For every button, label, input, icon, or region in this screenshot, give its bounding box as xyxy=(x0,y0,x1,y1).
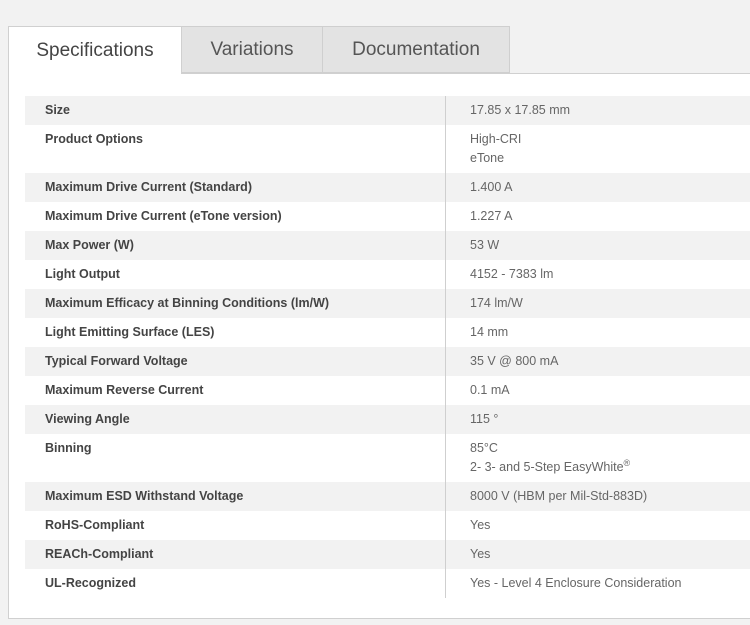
spec-value xyxy=(446,434,750,482)
spec-value-line xyxy=(470,457,750,475)
spec-value xyxy=(446,96,750,125)
spec-value-text: Yes - Level 4 Enclosure Consideration xyxy=(470,576,682,590)
spec-value xyxy=(446,540,750,569)
spec-label: Typical Forward Voltage xyxy=(45,354,188,368)
spec-value-text: 4152 - 7383 lm xyxy=(470,267,554,281)
spec-value-text: 2- 3- and 5-Step EasyWhite xyxy=(470,460,624,474)
spec-value-text: 53 W xyxy=(470,238,500,252)
spec-value xyxy=(446,173,750,202)
table-row xyxy=(25,405,750,434)
spec-value xyxy=(446,318,750,347)
spec-value xyxy=(446,482,750,511)
spec-value-line xyxy=(470,103,750,118)
spec-value-line xyxy=(470,132,750,147)
spec-value-text: Yes xyxy=(470,547,491,561)
spec-value-line xyxy=(470,489,750,504)
spec-value xyxy=(446,511,750,540)
spec-value xyxy=(446,202,750,231)
spec-value-text: 85°C xyxy=(470,441,498,455)
spec-value-text: High-CRI xyxy=(470,132,522,146)
tab-variations[interactable]: Variations xyxy=(182,26,323,73)
spec-value-text: 35 V @ 800 mA xyxy=(470,354,559,368)
spec-label: Size xyxy=(45,103,71,117)
spec-value xyxy=(446,376,750,405)
table-row xyxy=(25,347,750,376)
spec-value xyxy=(446,231,750,260)
spec-value-line xyxy=(470,383,750,398)
spec-value xyxy=(446,260,750,289)
table-row xyxy=(25,540,750,569)
spec-value-text: Yes xyxy=(470,518,491,532)
spec-label: Maximum ESD Withstand Voltage xyxy=(45,489,244,503)
spec-value-text: 115 ° xyxy=(470,412,499,426)
table-row xyxy=(25,96,750,125)
spec-value-line xyxy=(470,325,750,340)
spec-value-line xyxy=(470,412,750,427)
spec-label: Light Emitting Surface (LES) xyxy=(45,325,215,339)
table-row xyxy=(25,289,750,318)
spec-value-line xyxy=(470,576,750,591)
table-row xyxy=(25,125,750,173)
table-row xyxy=(25,260,750,289)
specifications-panel xyxy=(8,73,750,619)
spec-label: Maximum Reverse Current xyxy=(45,383,204,397)
spec-value xyxy=(446,347,750,376)
spec-value xyxy=(446,289,750,318)
tab-specifications[interactable]: Specifications xyxy=(8,26,182,74)
tab-documentation[interactable]: Documentation xyxy=(323,26,510,73)
spec-value-text: eTone xyxy=(470,151,505,165)
spec-value-line xyxy=(470,441,750,456)
spec-label: Max Power (W) xyxy=(45,238,134,252)
spec-value-line xyxy=(470,267,750,282)
tab-bar xyxy=(8,26,510,74)
table-row xyxy=(25,173,750,202)
spec-value-line xyxy=(470,180,750,195)
table-row xyxy=(25,202,750,231)
spec-value-line xyxy=(470,209,750,224)
spec-label: Binning xyxy=(45,441,92,455)
spec-label: Light Output xyxy=(45,267,120,281)
table-row xyxy=(25,569,750,598)
specifications-table xyxy=(25,96,750,598)
spec-value-text: 14 mm xyxy=(470,325,509,339)
table-row xyxy=(25,376,750,405)
spec-value-line xyxy=(470,518,750,533)
spec-label: Viewing Angle xyxy=(45,412,130,426)
spec-value-text: 174 lm/W xyxy=(470,296,523,310)
spec-value-text: 1.400 A xyxy=(470,180,513,194)
spec-value xyxy=(446,405,750,434)
spec-value-text: 1.227 A xyxy=(470,209,513,223)
spec-label: Maximum Efficacy at Binning Conditions (lm/W) xyxy=(45,296,330,310)
spec-label: RoHS-Compliant xyxy=(45,518,145,532)
spec-label: Maximum Drive Current (eTone version) xyxy=(45,209,282,223)
spec-value xyxy=(446,569,750,598)
spec-value-line xyxy=(470,296,750,311)
spec-label: UL-Recognized xyxy=(45,576,136,590)
registered-mark: ® xyxy=(623,457,631,468)
spec-value-line xyxy=(470,547,750,562)
spec-label: REACh-Compliant xyxy=(45,547,154,561)
spec-value-text: 17.85 x 17.85 mm xyxy=(470,103,571,117)
spec-value-text: 8000 V (HBM per Mil-Std-883D) xyxy=(470,489,648,503)
spec-value-line xyxy=(470,151,750,166)
spec-value-line xyxy=(470,238,750,253)
table-row xyxy=(25,231,750,260)
table-row xyxy=(25,482,750,511)
spec-value-text: 0.1 mA xyxy=(470,383,510,397)
spec-label: Maximum Drive Current (Standard) xyxy=(45,180,252,194)
table-row xyxy=(25,434,750,482)
spec-label: Product Options xyxy=(45,132,143,146)
spec-value xyxy=(446,125,750,173)
table-row xyxy=(25,511,750,540)
table-row xyxy=(25,318,750,347)
spec-value-line xyxy=(470,354,750,369)
